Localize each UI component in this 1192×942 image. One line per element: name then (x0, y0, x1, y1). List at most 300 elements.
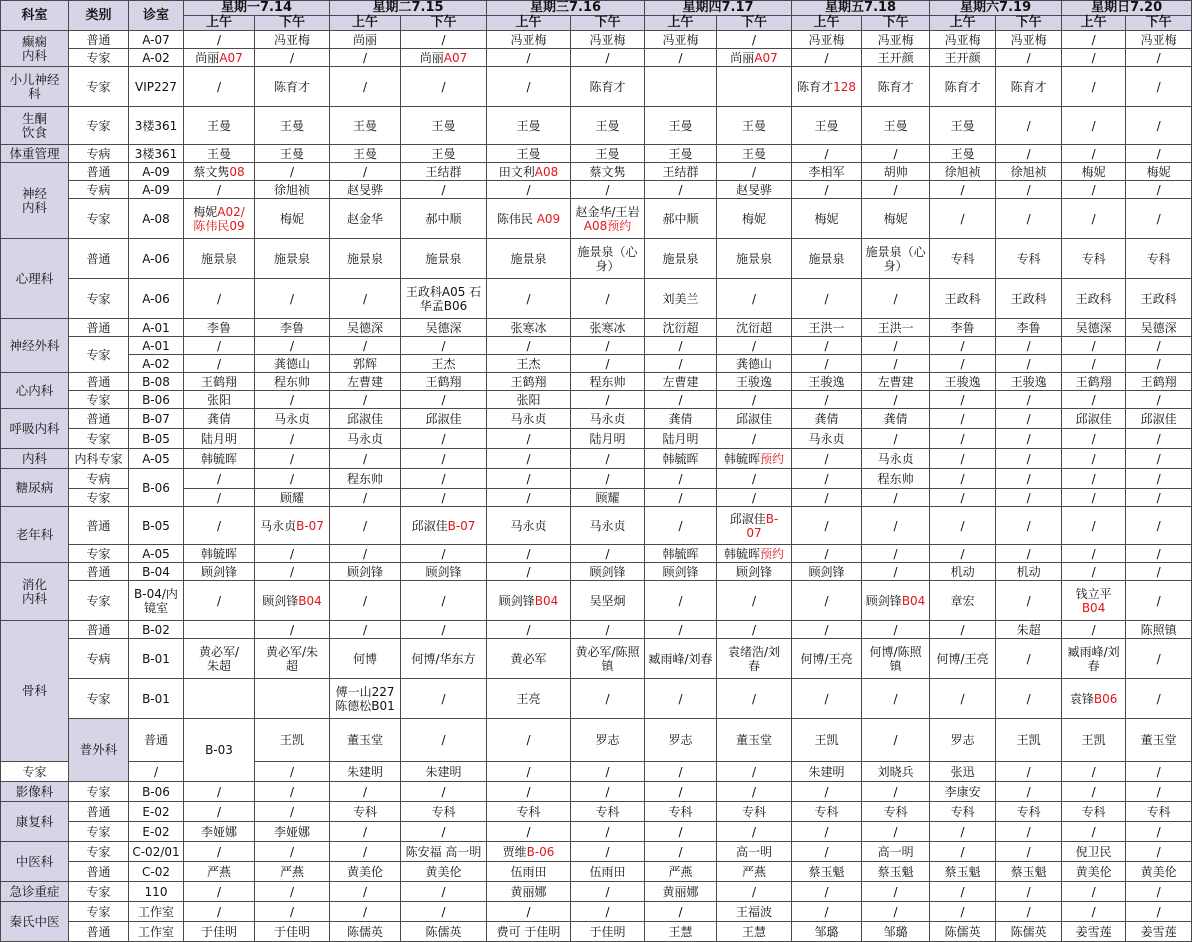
pm-cell: 马永贞 (255, 409, 330, 429)
room-cell: 110 (129, 882, 184, 902)
dept-cell: 影像科 (1, 782, 69, 802)
pm-cell: 专科 (996, 802, 1062, 822)
pm-cell: 梅妮 (255, 199, 330, 239)
am-cell: / (330, 842, 401, 862)
category-cell: 内科专家 (69, 449, 129, 469)
table-row (1, 449, 1192, 469)
pm-cell: / (255, 163, 330, 181)
pm-cell: 专科 (1126, 802, 1192, 822)
pm-cell: 朱建明 (401, 762, 487, 782)
pm-cell: 陈儒英 (401, 922, 487, 942)
room-cell: C-02 (129, 862, 184, 882)
am-cell: / (330, 882, 401, 902)
table-row (1, 545, 1192, 563)
pm-cell: 蔡玉魁 (996, 862, 1062, 882)
table-row (1, 107, 1192, 145)
am-cell: / (487, 621, 571, 639)
am-cell: / (792, 355, 862, 373)
header-am: 上午 (184, 16, 255, 31)
am-cell: / (487, 489, 571, 507)
pm-cell: / (401, 679, 487, 719)
am-cell: / (487, 902, 571, 922)
am-cell: 左曹建 (645, 373, 717, 391)
pm-cell: / (255, 902, 330, 922)
am-cell: / (330, 581, 401, 621)
am-cell: / (792, 145, 862, 163)
pm-cell: / (255, 842, 330, 862)
am-cell: 机动 (930, 563, 996, 581)
am-cell: 施景泉 (184, 239, 255, 279)
pm-cell: / (571, 782, 645, 802)
pm-cell: / (996, 762, 1062, 782)
am-cell: 蔡玉魁 (792, 862, 862, 882)
pm-cell: 专科 (571, 802, 645, 822)
pm-cell: / (862, 145, 930, 163)
table-row (1, 239, 1192, 279)
table-row (1, 355, 1192, 373)
category-cell: 普通 (69, 409, 129, 429)
am-cell: 董玉堂 (1126, 719, 1192, 762)
room-cell: A-06 (129, 239, 184, 279)
pm-cell: 韩毓晖预约 (717, 545, 792, 563)
am-cell: 姜雪莲 (1062, 922, 1126, 942)
am-cell: / (184, 31, 255, 49)
am-cell: 朱建明 (330, 762, 401, 782)
am-cell: 张迅 (930, 762, 996, 782)
pm-cell: 于佳明 (571, 922, 645, 942)
table-row (1, 621, 1192, 639)
table-row (1, 163, 1192, 181)
pm-cell: 何博/陈照 镇 (862, 639, 930, 679)
am-cell: 李娅娜 (184, 822, 255, 842)
am-cell: 王开颜 (930, 49, 996, 67)
room-note: A07 (754, 50, 778, 65)
header-dept: 科室 (1, 1, 69, 31)
pm-cell: 邹璐 (862, 922, 930, 942)
pm-cell: / (255, 782, 330, 802)
am-cell: / (330, 902, 401, 922)
am-cell: / (930, 822, 996, 842)
pm-cell: / (996, 391, 1062, 409)
pm-cell: / (401, 391, 487, 409)
am-cell: 专科 (330, 802, 401, 822)
category-cell: 专病 (69, 181, 129, 199)
am-cell: 专科 (930, 802, 996, 822)
pm-cell: 龚德山 (255, 355, 330, 373)
am-cell: 黄丽娜 (645, 882, 717, 902)
pm-cell: 梅妮 (862, 199, 930, 239)
am-cell: 陈伟民 A09 (487, 199, 571, 239)
pm-cell: / (571, 882, 645, 902)
am-cell: / (645, 507, 717, 545)
am-cell: 施景泉 (330, 239, 401, 279)
am-cell: / (645, 822, 717, 842)
room-cell: B-05 (129, 429, 184, 449)
pm-cell: 罗志 (645, 719, 717, 762)
room-cell: 工作室 (129, 902, 184, 922)
am-cell: 田文利A08 (487, 163, 571, 181)
header-pm: 下午 (717, 16, 792, 31)
am-cell: 顾剑锋 (645, 563, 717, 581)
pm-cell: 顾剑锋B04 (862, 581, 930, 621)
room-note: A07 (443, 50, 468, 65)
am-cell: 李康安 (930, 782, 996, 802)
am-cell: 龚倩 (184, 409, 255, 429)
am-cell: 王曼 (487, 107, 571, 145)
table-row (1, 762, 1192, 782)
pm-cell: / (255, 449, 330, 469)
am-cell: / (930, 842, 996, 862)
am-cell: / (1062, 199, 1126, 239)
pm-cell: / (255, 563, 330, 581)
am-cell: 李鲁 (184, 319, 255, 337)
am-cell: / (487, 67, 571, 107)
am-cell: 何博 (330, 639, 401, 679)
room-cell: A-02 (129, 49, 184, 67)
pm-cell: / (717, 489, 792, 507)
am-cell: 冯亚梅 (930, 31, 996, 49)
pm-cell: 冯亚梅 (1126, 31, 1192, 49)
am-cell: 马永贞 (792, 429, 862, 449)
table-row (1, 279, 1192, 319)
am-cell: 董玉堂 (717, 719, 792, 762)
am-cell: / (792, 581, 862, 621)
pm-cell: / (571, 822, 645, 842)
pm-cell: / (717, 621, 792, 639)
pm-cell: / (862, 489, 930, 507)
pm-cell: 朱超 (996, 621, 1062, 639)
am-cell: 施景泉 (645, 239, 717, 279)
am-cell: / (792, 279, 862, 319)
am-cell: 王曼 (184, 107, 255, 145)
pm-cell: 严燕 (255, 862, 330, 882)
pm-cell: / (717, 279, 792, 319)
category-cell: 专家 (69, 429, 129, 449)
pm-cell: 王慧 (717, 922, 792, 942)
pm-cell: / (401, 449, 487, 469)
pm-cell: 王曼 (717, 145, 792, 163)
pm-cell: / (862, 782, 930, 802)
pm-cell: / (717, 762, 792, 782)
category-cell: 专家 (69, 902, 129, 922)
room-cell: A-09 (129, 163, 184, 181)
pm-cell: / (862, 545, 930, 563)
category-cell: 专病 (69, 469, 129, 489)
am-cell: / (330, 822, 401, 842)
pm-cell: / (1126, 145, 1192, 163)
am-cell: 严燕 (184, 862, 255, 882)
pm-cell: 徐旭祯 (996, 163, 1062, 181)
am-cell: 冯亚梅 (487, 31, 571, 49)
pm-cell: / (1126, 489, 1192, 507)
am-cell: / (645, 49, 717, 67)
am-cell: / (1062, 181, 1126, 199)
am-cell: / (330, 49, 401, 67)
pm-cell: 王鹤翔 (1126, 373, 1192, 391)
am-cell: / (184, 279, 255, 319)
category-cell: 专家 (69, 822, 129, 842)
pm-cell: / (401, 337, 487, 355)
am-cell: 尚丽A07 (184, 49, 255, 67)
am-cell: 王杰 (487, 355, 571, 373)
pm-cell: / (255, 49, 330, 67)
pm-cell: / (1126, 842, 1192, 862)
pm-cell: 冯亚梅 (862, 31, 930, 49)
pm-cell: 冯亚梅 (996, 31, 1062, 49)
am-cell: 王曼 (487, 145, 571, 163)
pm-cell: / (996, 902, 1062, 922)
pm-cell: / (1126, 181, 1192, 199)
am-cell: 马永贞 (487, 409, 571, 429)
am-cell: / (184, 782, 255, 802)
room-cell: C-02/01 (129, 842, 184, 862)
pm-cell: / (571, 545, 645, 563)
pm-cell: / (1126, 581, 1192, 621)
header-day: 星期六7.19 (930, 1, 1062, 16)
table-row (1, 581, 1192, 621)
am-cell: / (645, 391, 717, 409)
room-cell: A-09 (129, 181, 184, 199)
pm-cell: / (1126, 49, 1192, 67)
am-cell: 何博/王亮 (930, 639, 996, 679)
am-cell: / (645, 782, 717, 802)
am-cell: / (792, 507, 862, 545)
pm-cell: / (862, 429, 930, 449)
category-cell: 普通 (69, 319, 129, 337)
table-row (1, 145, 1192, 163)
room-cell: 3楼361 (129, 107, 184, 145)
pm-cell: / (862, 355, 930, 373)
pm-cell: / (996, 679, 1062, 719)
header-day: 星期四7.17 (645, 1, 792, 16)
table-row (1, 882, 1192, 902)
am-cell: 刘美兰 (645, 279, 717, 319)
pm-cell: / (1126, 507, 1192, 545)
pm-cell: / (1126, 67, 1192, 107)
pm-cell: / (571, 679, 645, 719)
am-cell: 王曼 (645, 145, 717, 163)
pm-cell: / (996, 199, 1062, 239)
pm-cell: / (571, 621, 645, 639)
pm-cell: / (255, 762, 330, 782)
pm-cell: 专科 (717, 802, 792, 822)
room-note: B04 (298, 593, 322, 608)
pm-cell: / (717, 391, 792, 409)
pm-cell: / (571, 842, 645, 862)
header-pm: 下午 (1126, 16, 1192, 31)
am-cell: / (129, 762, 184, 782)
am-cell: / (645, 842, 717, 862)
pm-cell: 程东帅 (571, 373, 645, 391)
dept-cell: 心理科 (1, 239, 69, 319)
pm-cell: 沈衍超 (717, 319, 792, 337)
dept-cell: 呼吸内科 (1, 409, 69, 449)
pm-cell: 王曼 (862, 107, 930, 145)
pm-cell: / (401, 581, 487, 621)
pm-cell: 严燕 (717, 862, 792, 882)
am-cell: 钱立平 B04 (1062, 581, 1126, 621)
pm-cell: 顾剑锋 (717, 563, 792, 581)
room-cell: B-07 (129, 409, 184, 429)
am-cell: / (487, 563, 571, 581)
pm-cell: / (996, 782, 1062, 802)
room-cell: E-02 (129, 802, 184, 822)
am-cell: 王曼 (930, 107, 996, 145)
pm-cell: 程东帅 (255, 373, 330, 391)
am-cell: / (1062, 31, 1126, 49)
am-cell: 王骏逸 (792, 373, 862, 391)
category-cell: 普通 (69, 373, 129, 391)
am-cell: 专科 (930, 239, 996, 279)
pm-cell: / (996, 581, 1062, 621)
am-cell: 严燕 (645, 862, 717, 882)
am-cell: 倪卫民 (1062, 842, 1126, 862)
pm-cell: 吴坚炯 (571, 581, 645, 621)
am-cell: / (792, 391, 862, 409)
room-cell: B-05 (129, 507, 184, 545)
pm-cell: / (401, 882, 487, 902)
am-cell: / (792, 337, 862, 355)
pm-cell: / (401, 782, 487, 802)
pm-cell: / (1126, 107, 1192, 145)
pm-cell: 王曼 (255, 107, 330, 145)
am-cell: / (1062, 621, 1126, 639)
pm-cell: 胡帅 (862, 163, 930, 181)
pm-cell: 伍雨田 (571, 862, 645, 882)
pm-cell: 赵旻骅 (717, 181, 792, 199)
category-cell: 普通 (69, 862, 129, 882)
room-note: B04 (901, 593, 926, 608)
dept-cell: 内科 (1, 449, 69, 469)
pm-cell: / (401, 181, 487, 199)
pm-cell: / (996, 145, 1062, 163)
room-note: 陈伟民 (193, 218, 230, 233)
pm-cell: 龚倩 (862, 409, 930, 429)
am-cell: 黄必军 (487, 639, 571, 679)
header-day: 星期三7.16 (487, 1, 645, 16)
pm-cell: 龚德山 (717, 355, 792, 373)
am-cell: 顾剑锋 (792, 563, 862, 581)
am-cell: / (930, 391, 996, 409)
room-cell: B-06 (129, 391, 184, 409)
am-cell: / (645, 469, 717, 489)
table-row (1, 373, 1192, 391)
pm-cell: / (996, 337, 1062, 355)
table-row (1, 31, 1192, 49)
pm-cell: 专科 (1126, 239, 1192, 279)
table-row (1, 391, 1192, 409)
pm-cell: 施景泉 (401, 239, 487, 279)
am-cell: 黄美伦 (1062, 862, 1126, 882)
room-note: B- (765, 511, 779, 526)
header-am: 上午 (330, 16, 401, 31)
am-cell: 赵旻骅 (330, 181, 401, 199)
pm-cell: 张寒冰 (571, 319, 645, 337)
category-cell: 专家 (69, 581, 129, 621)
am-cell: / (930, 199, 996, 239)
am-cell: / (1062, 782, 1126, 802)
room-note: 128 (833, 79, 857, 94)
header-room: 诊室 (129, 1, 184, 31)
pm-cell: 邱淑佳 (1126, 409, 1192, 429)
table-row (1, 409, 1192, 429)
pm-cell: 黄美伦 (401, 862, 487, 882)
am-cell: / (930, 429, 996, 449)
category-cell: 普通 (69, 563, 129, 581)
category-cell: 专家 (69, 49, 129, 67)
pm-cell: 赵金华/王岩 A08预约 (571, 199, 645, 239)
category-cell: 专家 (69, 782, 129, 802)
header-pm: 下午 (862, 16, 930, 31)
am-cell: / (487, 429, 571, 449)
am-cell: 龚倩 (792, 409, 862, 429)
pm-cell: 施景泉（心 身） (862, 239, 930, 279)
pm-cell: 马永贞B-07 (255, 507, 330, 545)
pm-cell: 刘晓兵 (862, 762, 930, 782)
am-cell: 韩毓晖 (645, 545, 717, 563)
pm-cell: 王曼 (401, 107, 487, 145)
room-cell: A-08 (129, 199, 184, 239)
table-row (1, 319, 1192, 337)
pm-cell: / (255, 279, 330, 319)
pm-cell: 陈照镇 (1126, 621, 1192, 639)
pm-cell: 于佳明 (255, 922, 330, 942)
pm-cell: 黄美伦 (1126, 862, 1192, 882)
pm-cell: / (255, 621, 330, 639)
am-cell: / (330, 163, 401, 181)
am-cell: / (330, 279, 401, 319)
am-cell: 陈育才128 (792, 67, 862, 107)
pm-cell: 梅妮 (1126, 163, 1192, 181)
pm-cell: / (1126, 782, 1192, 802)
pm-cell: 韩毓晖预约 (717, 449, 792, 469)
room-note: 预约 (760, 546, 785, 561)
pm-cell: 王曼 (401, 145, 487, 163)
am-cell: 臧雨峰/刘春 (645, 639, 717, 679)
am-cell: / (792, 782, 862, 802)
pm-cell: 李娅娜 (255, 822, 330, 842)
room-cell: 工作室 (129, 922, 184, 942)
header-am: 上午 (487, 16, 571, 31)
pm-cell: / (996, 507, 1062, 545)
am-cell: / (330, 67, 401, 107)
am-cell: / (1062, 507, 1126, 545)
category-cell: 专病 (69, 639, 129, 679)
pm-cell: / (996, 489, 1062, 507)
am-cell: 于佳明 (184, 922, 255, 942)
pm-cell: / (1126, 449, 1192, 469)
pm-cell: / (996, 639, 1062, 679)
category-cell: 专家 (69, 67, 129, 107)
am-cell: / (1062, 822, 1126, 842)
pm-cell: / (717, 163, 792, 181)
pm-cell: / (862, 621, 930, 639)
pm-cell: / (571, 355, 645, 373)
pm-cell: 机动 (996, 563, 1062, 581)
am-cell: / (1062, 469, 1126, 489)
am-cell: 王亮 (487, 679, 571, 719)
am-cell: / (930, 181, 996, 199)
am-cell: 王曼 (330, 145, 401, 163)
dept-cell: 心内科 (1, 373, 69, 409)
pm-cell: / (996, 429, 1062, 449)
pm-cell: 专科 (996, 239, 1062, 279)
pm-cell: / (1126, 391, 1192, 409)
am-cell: 尚丽 (330, 31, 401, 49)
am-cell: 邹璐 (792, 922, 862, 942)
category-cell: 普通 (69, 507, 129, 545)
header-pm: 下午 (401, 16, 487, 31)
